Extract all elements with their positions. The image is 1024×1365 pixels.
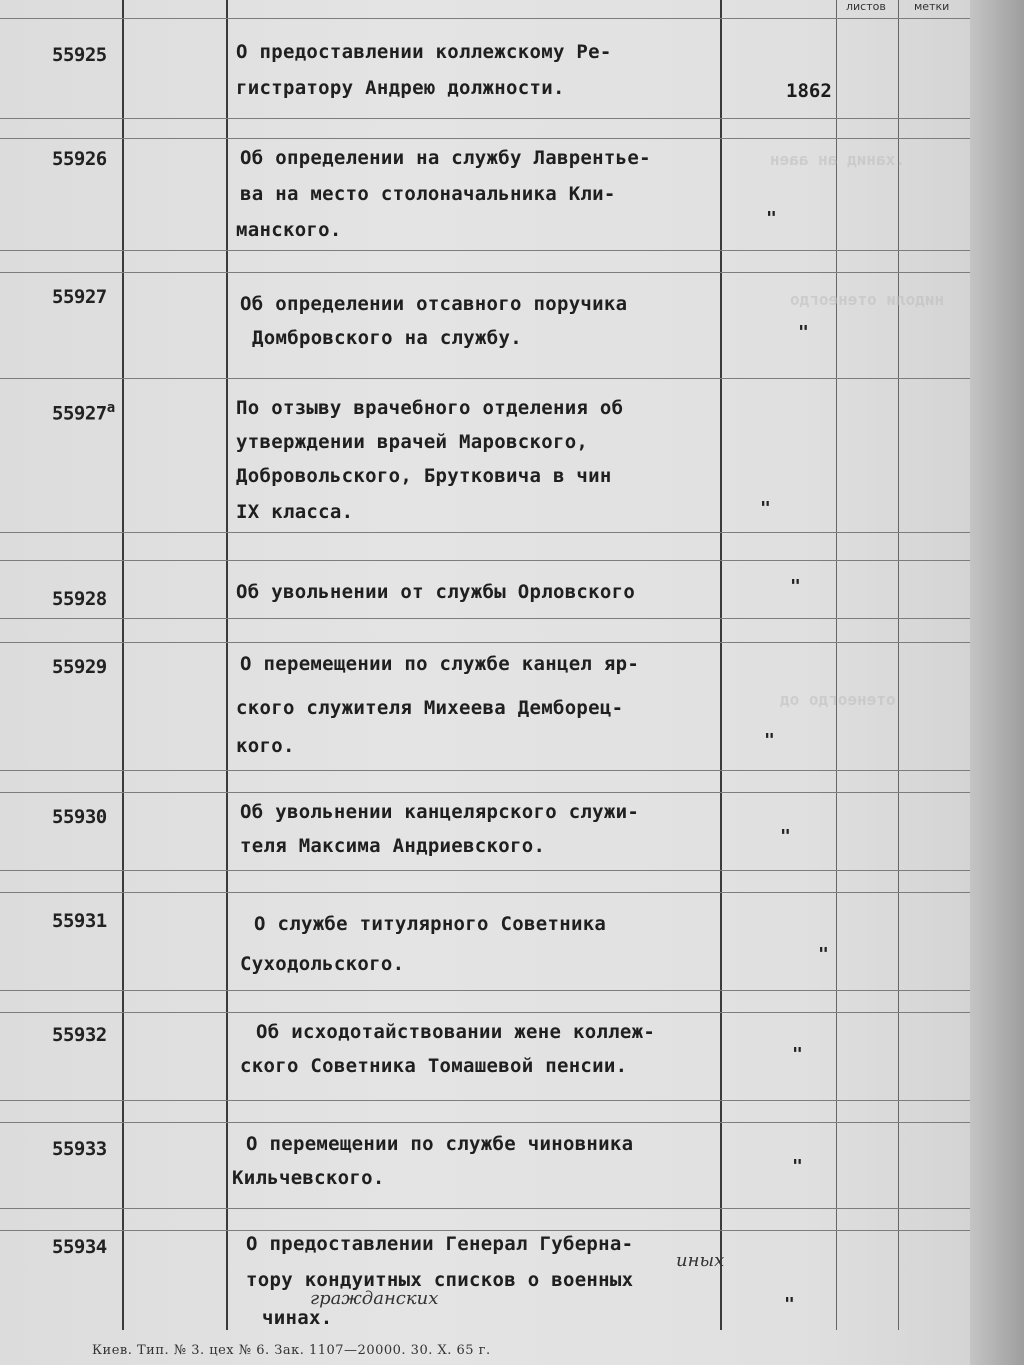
entry-number: 55928 bbox=[52, 588, 107, 610]
printer-imprint: Киев. Тип. № 3. цех № 6. Зак. 1107—20000. 30. X. 65 г. bbox=[92, 1343, 491, 1358]
handwritten-correction: иных bbox=[676, 1250, 725, 1271]
page-edge bbox=[970, 0, 1024, 1365]
ditto-mark: " bbox=[792, 1044, 803, 1065]
handwritten-insertion: гражданских bbox=[310, 1288, 439, 1309]
entry-number: 55927 bbox=[52, 286, 107, 308]
ditto-mark: " bbox=[760, 498, 771, 519]
content-column-divider bbox=[720, 0, 722, 1330]
entry-number: 55934 bbox=[52, 1236, 107, 1258]
entry-number: 55925 bbox=[52, 44, 107, 66]
sheets-column-header: листов bbox=[846, 0, 886, 13]
ditto-mark: " bbox=[780, 826, 791, 847]
ditto-mark: " bbox=[818, 944, 829, 965]
number-column-divider bbox=[122, 0, 124, 1330]
notes-column-divider bbox=[898, 0, 899, 1330]
entry-number: 55929 bbox=[52, 656, 107, 678]
entry-number: 55926 bbox=[52, 148, 107, 170]
notes-column-header: метки bbox=[914, 0, 950, 13]
entry-number: 55931 bbox=[52, 910, 107, 932]
entry-number: 55932 bbox=[52, 1024, 107, 1046]
ditto-mark: " bbox=[766, 208, 777, 229]
entry-number: 55933 bbox=[52, 1138, 107, 1160]
entry-year: 1862 bbox=[786, 80, 832, 102]
ditto-mark: " bbox=[790, 576, 801, 597]
ditto-mark: " bbox=[792, 1156, 803, 1177]
ditto-mark: " bbox=[798, 322, 809, 343]
sheets-column-divider bbox=[836, 0, 837, 1330]
ditto-mark: " bbox=[764, 730, 775, 751]
entry-number: $55927^а$ bbox=[52, 400, 115, 425]
ditto-mark: " bbox=[784, 1294, 795, 1315]
number-column-right-divider bbox=[226, 0, 228, 1330]
register-page: листов метки .ханид ан ааен нидоли отенеогдо отенеогдо од 55925 О предоставлении коллежскому Ре- гистратору Андрею должности. 1862 55926 Об определении на службу Лаврентье- ва на место столоначальника Кли- манского. " 55927 Об определении отсавного поручика Домбровского на службу. " $55927^а$ По отзыву врачебного отделения об утверждении врачей Маровского, Добровольского, Брутковича в чин IX класса. " 55928 Об увольнении от службы Орловского " 55929 О перемещении по службе канцел яр- ского служителя Михеева Демборец- кого. " 55930 Об увольнении канцелярского служи- теля Максима Андриевского. " 55931 О службе титулярного Советника Суходольского. " 55932 Об исходотайствовании жене коллеж- ского Советника Томашевой пенсии. " 55933 О перемещении по службе чиновника Кильчевского. " 55934 О предоставлении Генерал Губерна- тору кондуитных списков о военных чинах. иных гражданских " Киев. Тип. № 3. цех № 6. Зак. 1107—20000. 30. X. 65 г. bbox=[0, 0, 1000, 1365]
entry-number: 55930 bbox=[52, 806, 107, 828]
